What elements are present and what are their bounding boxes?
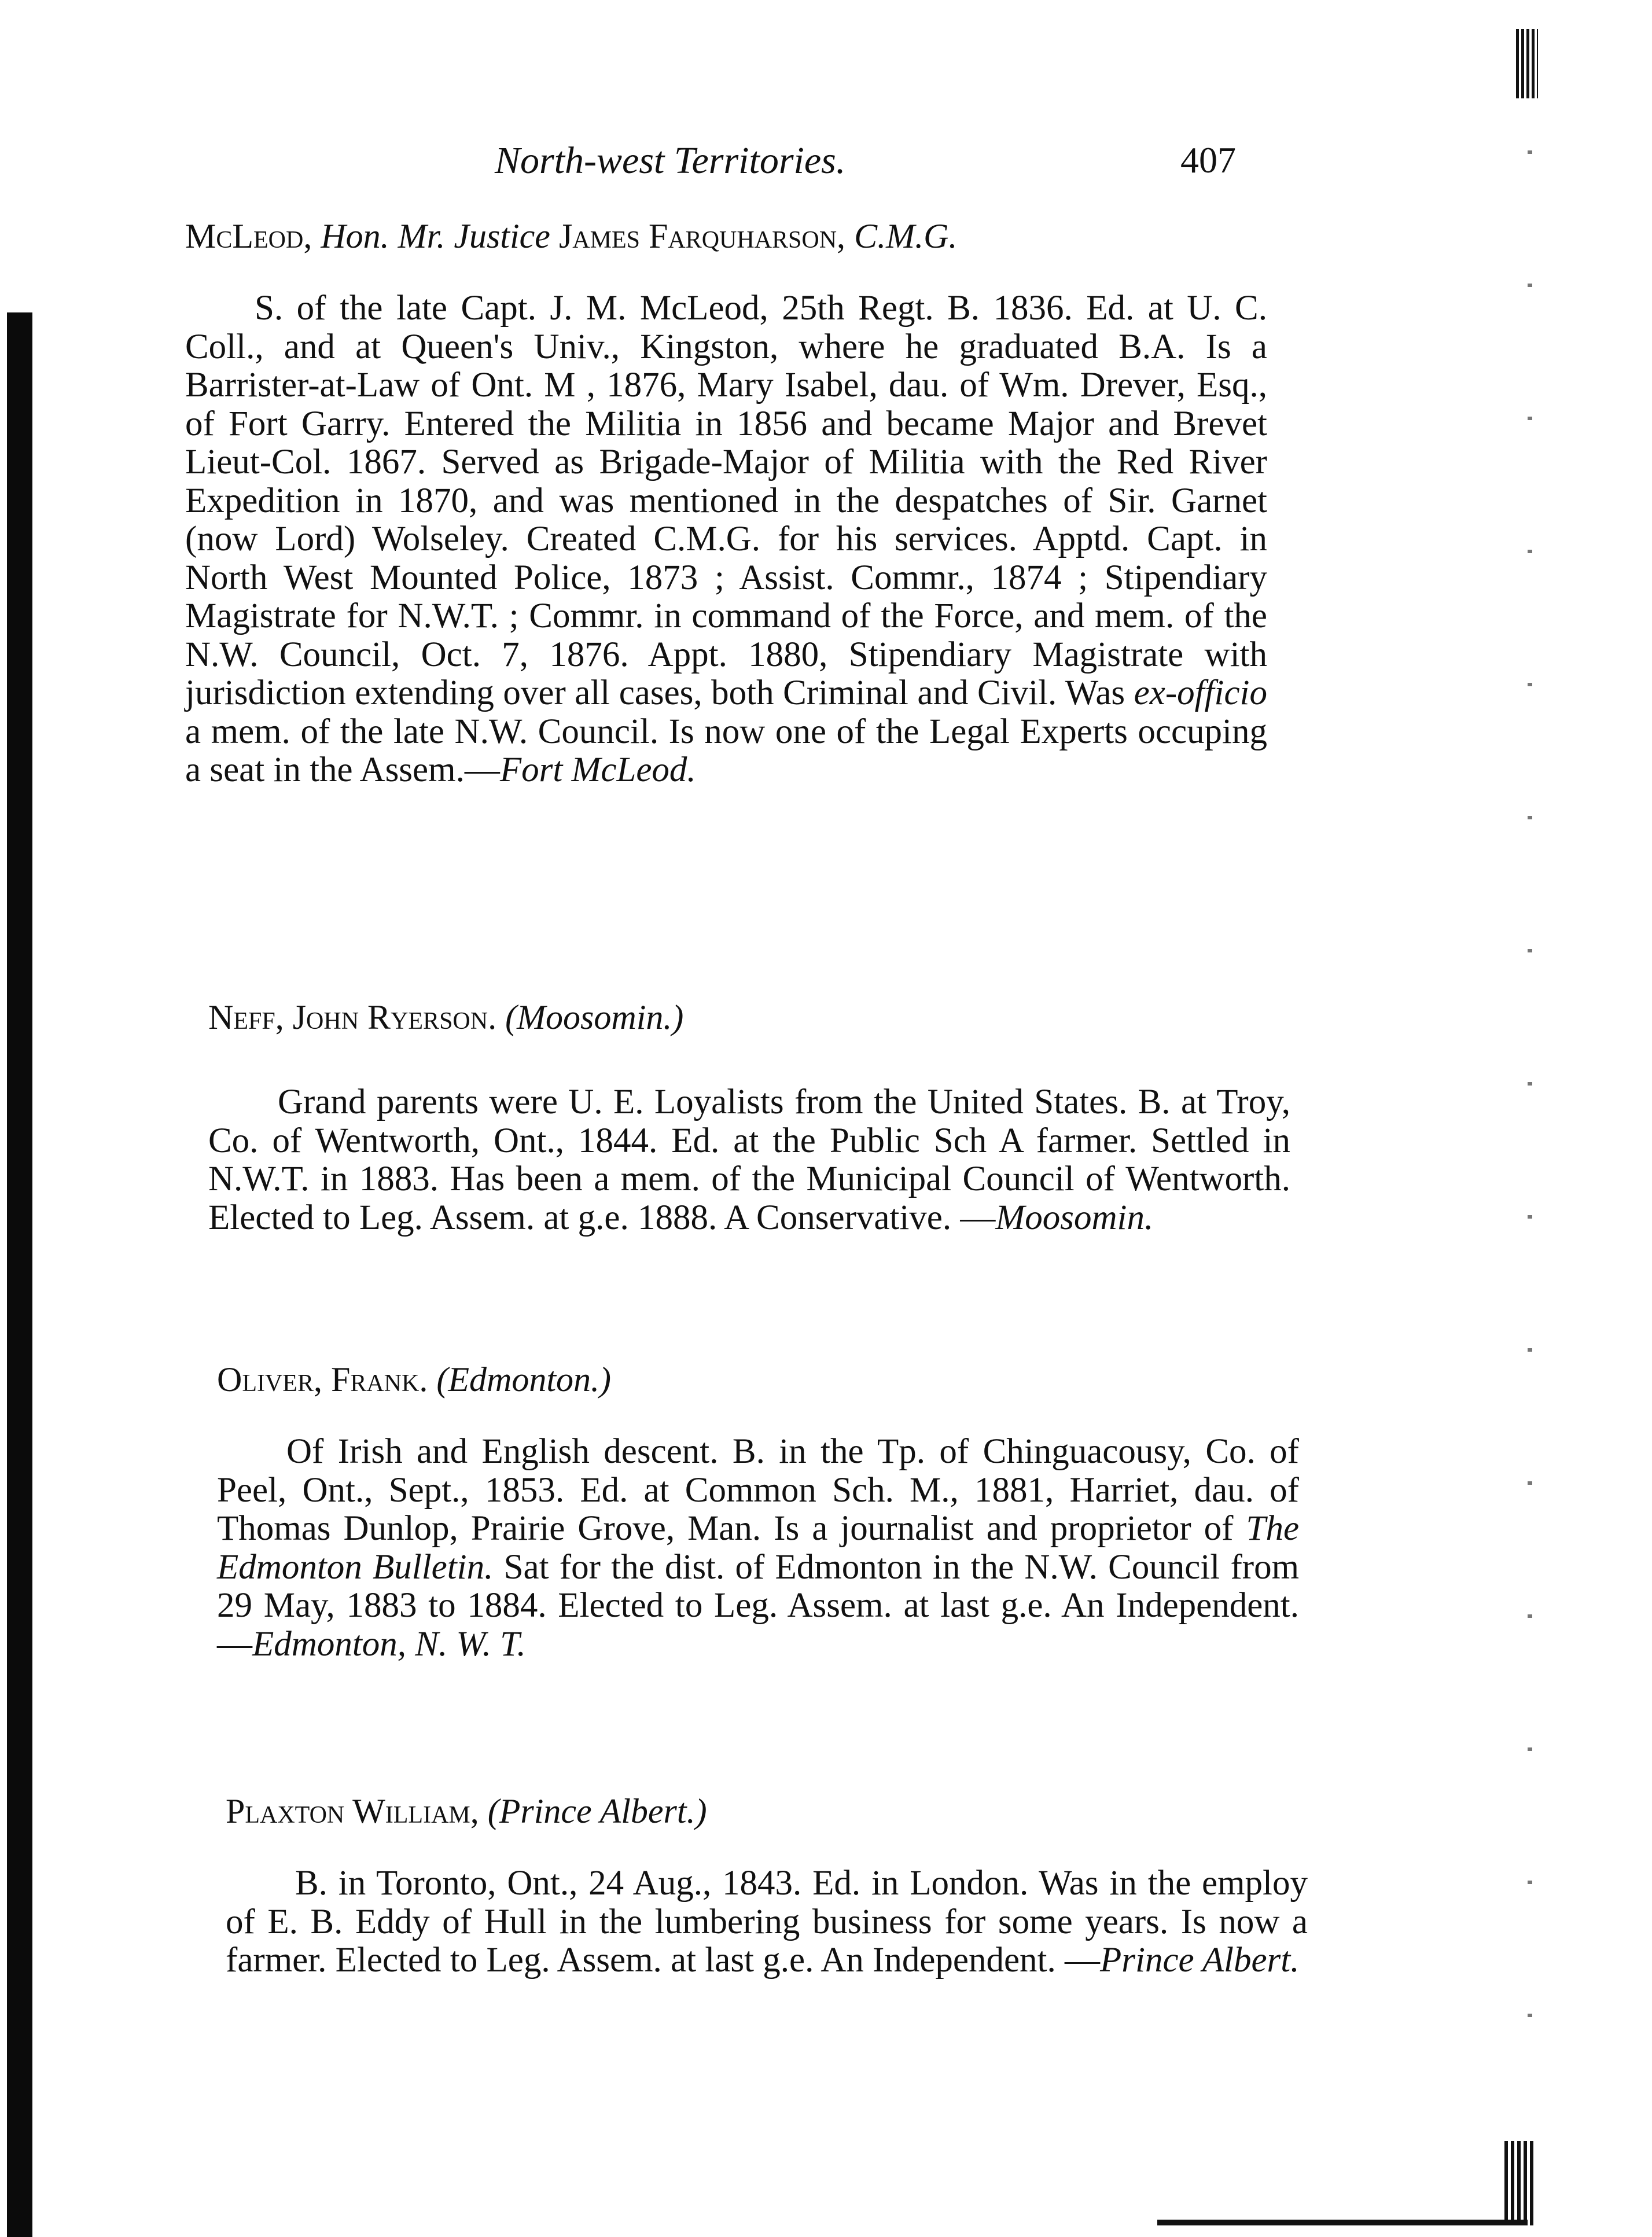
scan-edge-mark — [1516, 29, 1538, 98]
biography-text: B. in Toronto, Ont., 24 Aug., 1843. Ed. in London. Was in the employ of E. B. Eddy of Hull in the lumbering business for some years. Is now a farmer. Elected to Leg. Assem. at last g.e. An Independent. — — [226, 1864, 1308, 1980]
entry-surname: McLeod, — [185, 217, 312, 255]
page-number: 407 — [1180, 139, 1236, 181]
entry-honorific: Hon. Mr. Justice — [321, 217, 550, 255]
scan-corner-mark — [1504, 2141, 1533, 2225]
entry-biography — [208, 1083, 1290, 1237]
entry-residence: Fort McLeod. — [499, 750, 696, 789]
entry-constituency: (Moosomin.) — [505, 998, 684, 1036]
entry-biography — [226, 1864, 1308, 1980]
biography-italic-title: The Edmonton Bulletin. — [217, 1509, 1300, 1587]
biography-text: S. of the late Capt. J. M. McLeod, 25th Regt. B. 1836. Ed. at U. C. Coll., and at Queen's Univ., Kingston, where he graduated B.A. Is a Barrister-at-Law of Ont. M , 1876, Mary Isabel, dau. of Wm. Drever, Esq., of Fort Garry. Entered the Militia in 1856 and became Major and Brevet Lieut-Col. 1867. Served as Brigade-Major of Militia with the Red River Expedition in 1870, and was mentioned in the despatches of Sir. Garnet (now Lord) Wolseley. Created C.M.G. for his services. Apptd. Capt. in North West Mounted Police, 1873 ; Assist. Commr., 1874 ; Stipendiary Magistrate for N.W.T. ; Commr. in command of the Force, and mem. of the N.W. Council, Oct. 7, 1876. Appt. 1880, Stipendiary Magistrate with jurisdiction extending over all cases, both Criminal and Civil. Was — [185, 289, 1267, 712]
entry-oliver — [217, 1359, 1299, 1664]
entry-given-name: James Farquharson, — [558, 217, 846, 255]
entry-constituency: (Edmonton.) — [436, 1360, 611, 1399]
entry-name: Plaxton William, — [226, 1792, 479, 1830]
entry-name: Oliver, Frank. — [217, 1360, 428, 1399]
entry-heading — [226, 1790, 1308, 1832]
biography-text-continued: Sat for the dist. of Edmonton in the N.W. Council from 29 May, 1883 to 1884. Elected to Leg. Assem. at last g.e. An Independent.— — [217, 1547, 1300, 1664]
entry-heading — [185, 215, 1267, 257]
biography-text: Of Irish and English descent. B. in the Tp. of Chinguacousy, Co. of Peel, Ont., Sept., 1853. Ed. at Common Sch. M., 1881, Harriet, dau. of Thomas Dunlop, Prairie Grove, Man. Is a journalist and proprietor of — [217, 1432, 1299, 1548]
entry-name: Neff, John Ryerson. — [208, 998, 497, 1036]
entry-biography — [185, 289, 1267, 790]
entry-residence: Edmonton, N. W. T. — [252, 1624, 526, 1664]
biography-italic-term: ex-officio — [1134, 674, 1268, 712]
entry-plaxton — [226, 1790, 1308, 1980]
entry-residence: Prince Albert. — [1100, 1941, 1300, 1980]
biography-text-continued: a mem. of the late N.W. Council. Is now one of the Legal Experts occuping a seat in the Assem.— — [185, 712, 1267, 789]
biography-text: Grand parents were U. E. Loyalists from the United States. B. at Troy, Co. of Wentworth, Ont., 1844. Ed. at the Public Sch A farmer. Settled in N.W.T. in 1883. Has been a mem. of the Municipal Council of Wentworth. Elected to Leg. Assem. at g.e. 1888. A Conservative. — — [208, 1083, 1290, 1237]
entry-neff — [208, 996, 1290, 1237]
entry-biography — [217, 1433, 1299, 1664]
scan-bottom-rule — [1157, 2220, 1528, 2225]
scan-edge-specks — [1528, 98, 1532, 2158]
entry-constituency: (Prince Albert.) — [487, 1792, 707, 1830]
entry-residence: Moosomin. — [995, 1198, 1154, 1237]
entry-mcleod — [185, 215, 1267, 790]
entry-heading — [217, 1359, 1299, 1400]
running-head: North-west Territories. — [495, 139, 846, 182]
scan-margin-shadow — [7, 312, 32, 2237]
entry-heading — [208, 996, 1290, 1038]
entry-honours: C.M.G. — [854, 217, 958, 255]
